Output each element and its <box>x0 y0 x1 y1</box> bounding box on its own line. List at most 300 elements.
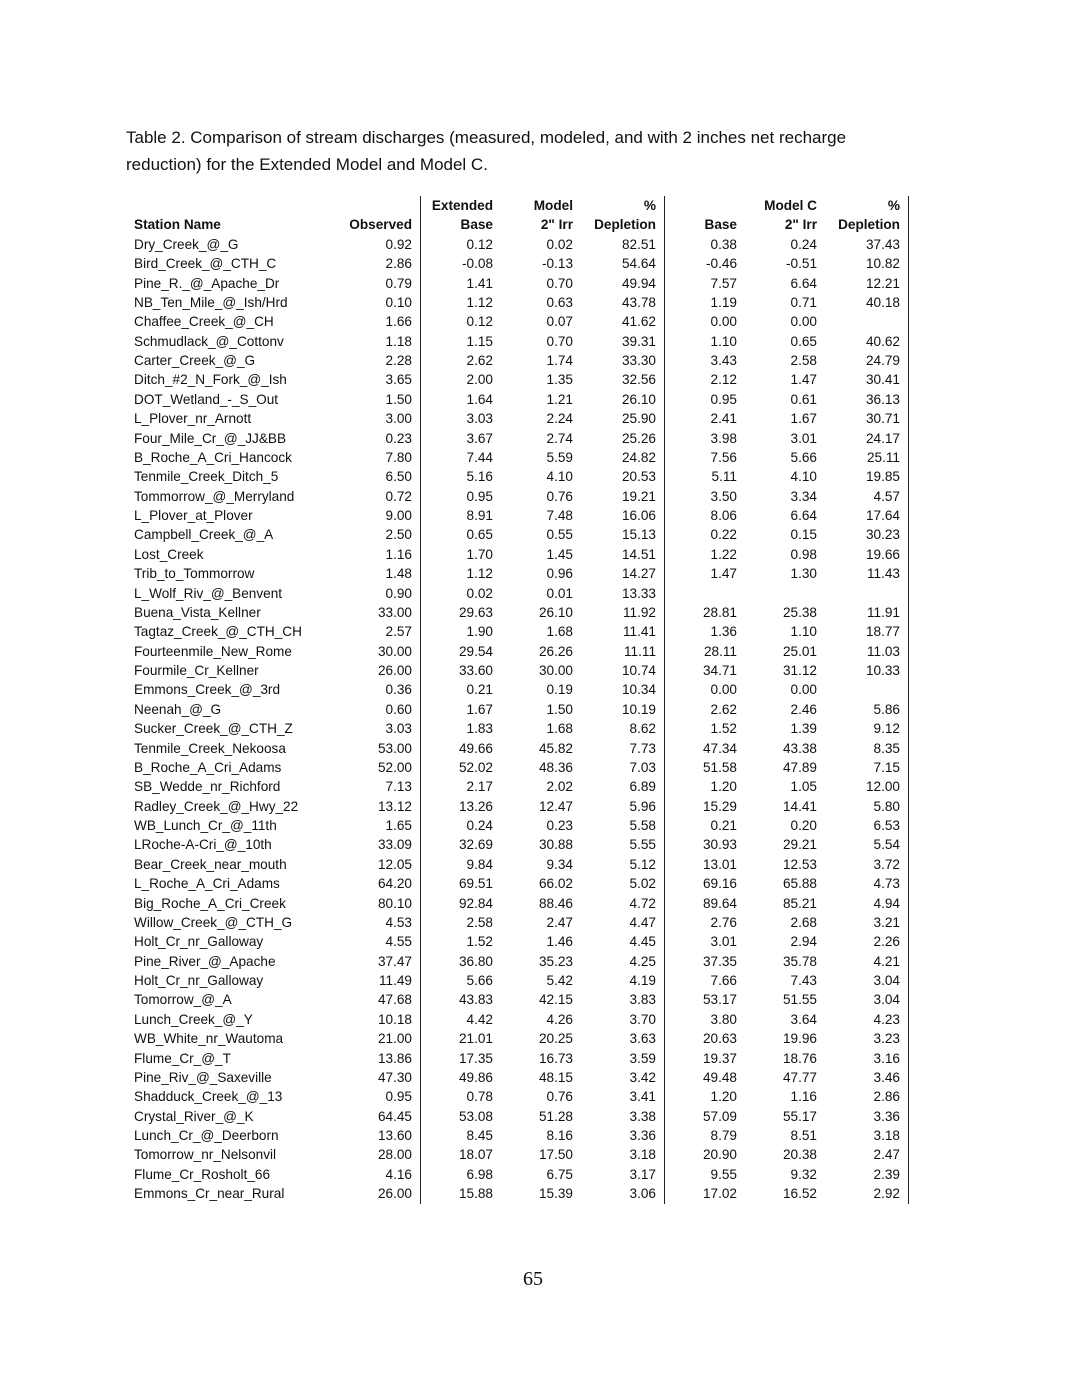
cell-observed: 4.16 <box>385 1166 412 1182</box>
cell-ext-depletion: 43.78 <box>621 294 656 310</box>
cell-ext-depletion: 10.34 <box>621 682 656 698</box>
cell-ext-depletion: 3.41 <box>629 1089 656 1105</box>
header-ext-irr: 2" Irr <box>540 217 573 233</box>
table-row <box>126 894 909 913</box>
cell-c-depletion: 11.91 <box>825 603 909 622</box>
cell-ext-irr: 2.47 <box>546 914 573 930</box>
cell-station-name: L_Plover_at_Plover <box>134 508 253 523</box>
cell-station-name: Tagtaz_Creek_@_CTH_CH <box>134 624 302 640</box>
cell-c-base: 2.12 <box>665 370 746 389</box>
cell-c-depletion: 2.92 <box>825 1184 909 1203</box>
table-row <box>126 409 909 428</box>
cell-c-base: 3.80 <box>665 1010 746 1029</box>
cell-ext-base: 0.12 <box>421 235 502 254</box>
cell-ext-irr: 30.00 <box>538 663 573 678</box>
cell-ext-irr: 1.68 <box>546 721 573 737</box>
cell-c-base: 1.20 <box>665 1087 746 1106</box>
cell-ext-depletion: 11.11 <box>624 643 656 659</box>
cell-ext-depletion: 39.31 <box>621 333 656 349</box>
cell-station-name: Emmons_Cr_near_Rural <box>134 1186 285 1202</box>
cell-c-depletion: 11.03 <box>825 642 909 661</box>
table-row <box>126 274 909 293</box>
cell-ext-depletion: 14.51 <box>621 546 656 562</box>
cell-observed: 26.00 <box>377 663 412 678</box>
cell-ext-depletion: 19.21 <box>621 488 656 504</box>
cell-c-irr: 65.88 <box>782 876 817 892</box>
table-row <box>126 1049 909 1068</box>
cell-ext-base: 5.66 <box>421 971 502 990</box>
cell-ext-base: 1.12 <box>421 564 502 583</box>
cell-c-irr: 0.15 <box>790 527 817 543</box>
table-row <box>126 332 909 351</box>
table-row <box>126 390 909 409</box>
cell-c-depletion: 24.17 <box>825 429 909 448</box>
cell-c-irr: 12.53 <box>782 856 817 872</box>
table-row <box>126 1107 909 1126</box>
cell-c-irr: 0.00 <box>790 314 817 330</box>
table-row <box>126 293 909 312</box>
cell-ext-base: 2.00 <box>421 370 502 389</box>
cell-c-irr: 1.67 <box>790 411 817 427</box>
cell-c-depletion: 3.23 <box>825 1029 909 1048</box>
table-row <box>126 235 909 254</box>
cell-ext-irr: 1.50 <box>546 701 573 717</box>
cell-ext-irr: 9.34 <box>546 856 573 872</box>
cell-ext-base: 1.83 <box>421 719 502 738</box>
cell-observed: 0.10 <box>385 294 412 310</box>
cell-observed: 1.18 <box>385 333 412 349</box>
cell-ext-base: 52.02 <box>421 758 502 777</box>
cell-c-base: 89.64 <box>665 894 746 913</box>
cell-c-depletion: 4.57 <box>825 487 909 506</box>
cell-ext-irr: 17.50 <box>538 1147 573 1163</box>
cell-ext-base: 2.62 <box>421 351 502 370</box>
cell-ext-depletion: 20.53 <box>621 469 656 485</box>
table-row <box>126 1010 909 1029</box>
cell-c-irr: 47.77 <box>782 1069 817 1085</box>
cell-observed: 21.00 <box>377 1031 412 1047</box>
cell-station-name: SB_Wedde_nr_Richford <box>134 779 281 795</box>
cell-c-depletion: 11.43 <box>825 564 909 583</box>
cell-observed: 0.23 <box>385 430 412 446</box>
cell-c-base: 3.01 <box>665 932 746 951</box>
cell-ext-base: 18.07 <box>421 1145 502 1164</box>
cell-c-base: 7.56 <box>665 448 746 467</box>
cell-observed: 4.53 <box>385 914 412 930</box>
cell-observed: 0.72 <box>385 488 412 504</box>
cell-ext-depletion: 32.56 <box>621 372 656 388</box>
cell-c-depletion: 4.23 <box>825 1010 909 1029</box>
cell-station-name: Holt_Cr_nr_Galloway <box>134 934 264 950</box>
cell-c-base: 1.47 <box>665 564 746 583</box>
cell-ext-depletion: 10.74 <box>621 663 656 678</box>
cell-station-name: Lunch_Creek_@_Y <box>134 1011 253 1027</box>
cell-station-name: Buena_Vista_Kellner <box>134 604 261 620</box>
cell-ext-depletion: 26.10 <box>621 391 656 407</box>
cell-ext-base: 8.45 <box>421 1126 502 1145</box>
cell-ext-irr: 15.39 <box>538 1186 573 1202</box>
table-row <box>126 913 909 932</box>
cell-observed: 11.49 <box>378 973 412 988</box>
cell-ext-base: 0.95 <box>421 487 502 506</box>
cell-ext-base: -0.08 <box>421 254 502 273</box>
cell-ext-irr: 26.10 <box>538 604 573 620</box>
cell-ext-depletion: 4.72 <box>629 895 656 911</box>
cell-c-depletion: 3.16 <box>825 1049 909 1068</box>
cell-c-depletion: 2.39 <box>825 1165 909 1184</box>
cell-station-name: Campbell_Creek_@_A <box>134 527 274 543</box>
cell-observed: 7.80 <box>385 449 412 465</box>
cell-ext-depletion: 49.94 <box>621 275 656 291</box>
table-header <box>126 196 909 235</box>
cell-observed: 12.05 <box>377 856 412 872</box>
cell-ext-irr: 0.76 <box>546 1089 573 1105</box>
cell-c-irr: 51.55 <box>782 992 817 1008</box>
cell-c-depletion: 3.18 <box>825 1126 909 1145</box>
cell-c-irr: 2.58 <box>790 353 817 368</box>
cell-c-base: 34.71 <box>665 661 746 680</box>
table-row <box>126 545 909 564</box>
cell-c-irr: 85.21 <box>782 895 817 911</box>
cell-station-name: Willow_Creek_@_CTH_G <box>134 914 293 930</box>
cell-c-base: 2.62 <box>665 700 746 719</box>
cell-c-base: 0.95 <box>665 390 746 409</box>
cell-c-depletion: 10.33 <box>825 661 909 680</box>
cell-ext-irr: -0.13 <box>542 256 573 272</box>
cell-ext-base: 1.70 <box>421 545 502 564</box>
cell-ext-irr: 2.74 <box>546 430 573 446</box>
cell-observed: 0.36 <box>385 682 412 698</box>
cell-c-depletion: 40.18 <box>825 293 909 312</box>
cell-c-base: 5.11 <box>665 467 746 486</box>
cell-c-base: 0.21 <box>665 816 746 835</box>
cell-c-depletion: 3.36 <box>825 1107 909 1126</box>
table-row <box>126 429 909 448</box>
cell-c-base: 1.20 <box>665 777 746 796</box>
cell-ext-base: 8.91 <box>421 506 502 525</box>
cell-ext-depletion: 5.02 <box>629 876 656 892</box>
cell-ext-depletion: 6.89 <box>629 779 656 795</box>
cell-station-name: Lunch_Cr_@_Deerborn <box>134 1128 279 1143</box>
table-row <box>126 855 909 874</box>
cell-ext-depletion: 10.19 <box>621 701 656 717</box>
header-c-irr: 2" Irr <box>784 217 817 233</box>
cell-station-name: Four_Mile_Cr_@_JJ&BB <box>134 430 287 446</box>
cell-c-irr: 4.10 <box>790 469 817 485</box>
cell-ext-base: 7.44 <box>421 448 502 467</box>
cell-ext-irr: 5.59 <box>546 449 573 465</box>
cell-c-depletion: 7.15 <box>825 758 909 777</box>
cell-c-irr: 43.38 <box>782 740 817 756</box>
cell-c-irr: 19.96 <box>782 1031 817 1047</box>
cell-station-name: Neenah_@_G <box>134 701 222 717</box>
cell-c-irr: 1.10 <box>790 624 817 640</box>
cell-station-name: Tommorrow_@_Merryland <box>134 488 295 504</box>
cell-ext-depletion: 3.59 <box>629 1050 656 1066</box>
table-row <box>126 525 909 544</box>
cell-c-base: 1.52 <box>665 719 746 738</box>
cell-c-irr: 5.66 <box>790 449 817 465</box>
cell-c-base: 1.10 <box>665 332 746 351</box>
cell-ext-irr: 2.02 <box>546 779 573 795</box>
table-row <box>126 739 909 758</box>
table-row <box>126 971 909 990</box>
cell-c-irr: 2.68 <box>790 914 817 930</box>
table-row <box>126 700 909 719</box>
cell-ext-base: 2.17 <box>421 777 502 796</box>
cell-c-irr: 1.47 <box>790 372 817 388</box>
cell-ext-irr: 35.23 <box>538 953 573 969</box>
header-top-model-c: Model C <box>764 198 817 213</box>
table-row <box>126 506 909 525</box>
header-station-name: Station Name <box>134 217 221 233</box>
cell-ext-irr: 2.24 <box>546 411 573 427</box>
cell-c-base: 69.16 <box>665 874 746 893</box>
cell-ext-irr: 0.96 <box>546 566 573 582</box>
cell-observed: 64.20 <box>377 876 412 892</box>
cell-ext-depletion: 3.06 <box>629 1186 656 1202</box>
cell-observed: 33.09 <box>377 837 412 853</box>
cell-ext-irr: 6.75 <box>546 1166 573 1182</box>
cell-observed: 1.65 <box>385 818 412 833</box>
cell-observed: 3.03 <box>385 721 412 737</box>
cell-ext-depletion: 24.82 <box>621 449 656 465</box>
table-row <box>126 370 909 389</box>
cell-ext-irr: 20.25 <box>538 1031 573 1047</box>
cell-ext-irr: 7.48 <box>546 508 573 523</box>
cell-station-name: Tenmile_Creek_Nekoosa <box>134 740 286 756</box>
cell-c-depletion: 36.13 <box>825 390 909 409</box>
cell-ext-irr: 42.15 <box>538 992 573 1008</box>
table-row <box>126 564 909 583</box>
cell-ext-depletion: 5.12 <box>629 856 656 872</box>
cell-c-irr: 25.01 <box>782 643 817 659</box>
cell-c-depletion <box>825 680 909 699</box>
table-row <box>126 777 909 796</box>
cell-station-name: Tenmile_Creek_Ditch_5 <box>134 469 279 485</box>
cell-c-depletion: 2.86 <box>825 1087 909 1106</box>
cell-ext-depletion: 8.62 <box>629 721 656 737</box>
cell-ext-irr: 0.23 <box>546 818 573 833</box>
cell-observed: 2.28 <box>385 353 412 368</box>
cell-station-name: Carter_Creek_@_G <box>134 353 256 368</box>
table-row <box>126 312 909 331</box>
cell-ext-depletion: 4.45 <box>629 934 656 950</box>
cell-c-depletion: 18.77 <box>825 622 909 641</box>
cell-observed: 33.00 <box>377 604 412 620</box>
cell-ext-irr: 0.19 <box>546 682 573 698</box>
cell-c-base: 49.48 <box>665 1068 746 1087</box>
header-top-extended: Extended <box>421 196 502 215</box>
table-row <box>126 1029 909 1048</box>
cell-observed: 7.13 <box>385 779 412 795</box>
cell-station-name: Emmons_Creek_@_3rd <box>134 682 281 698</box>
cell-c-irr: 3.01 <box>790 430 817 446</box>
cell-station-name: Bird_Creek_@_CTH_C <box>134 256 277 272</box>
cell-c-base: 20.90 <box>665 1145 746 1164</box>
cell-c-depletion <box>825 312 909 331</box>
cell-c-base: 28.11 <box>665 642 746 661</box>
cell-c-irr: 7.43 <box>790 973 817 988</box>
cell-c-irr: 55.17 <box>782 1108 817 1124</box>
cell-ext-irr: 0.02 <box>546 236 573 252</box>
cell-observed: 0.95 <box>385 1089 412 1105</box>
cell-ext-irr: 1.46 <box>546 934 573 950</box>
header-top-c-base <box>665 196 746 215</box>
table-row <box>126 874 909 893</box>
cell-station-name: Tomorrow_@_A <box>134 992 232 1008</box>
cell-c-depletion: 17.64 <box>825 506 909 525</box>
cell-observed: 6.50 <box>385 469 412 485</box>
cell-c-depletion: 30.71 <box>825 409 909 428</box>
cell-station-name: WB_White_nr_Wautoma <box>134 1031 284 1047</box>
cell-ext-base: 0.12 <box>421 312 502 331</box>
cell-station-name: Trib_to_Tommorrow <box>134 566 255 582</box>
cell-ext-irr: 1.45 <box>546 546 573 562</box>
table-row <box>126 816 909 835</box>
cell-ext-base: 2.58 <box>421 913 502 932</box>
cell-c-depletion: 3.46 <box>825 1068 909 1087</box>
cell-ext-irr: 0.63 <box>546 294 573 310</box>
cell-ext-base: 1.52 <box>421 932 502 951</box>
cell-ext-irr: 5.42 <box>546 973 573 988</box>
cell-ext-base: 1.12 <box>421 293 502 312</box>
cell-ext-depletion: 82.51 <box>621 236 656 252</box>
cell-c-irr: 8.51 <box>790 1128 817 1143</box>
cell-observed: 1.16 <box>385 546 412 562</box>
cell-ext-depletion: 5.96 <box>629 798 656 814</box>
cell-c-depletion: 40.62 <box>825 332 909 351</box>
cell-ext-base: 1.15 <box>421 332 502 351</box>
cell-c-irr: 0.00 <box>790 682 817 698</box>
cell-c-depletion: 5.86 <box>825 700 909 719</box>
table-row <box>126 1087 909 1106</box>
header-top-observed <box>342 196 421 215</box>
cell-ext-base: 5.16 <box>421 467 502 486</box>
cell-c-depletion: 5.80 <box>825 797 909 816</box>
header-ext-base: Base <box>421 215 502 234</box>
cell-c-base: 53.17 <box>665 990 746 1009</box>
cell-ext-depletion: 3.18 <box>629 1147 656 1163</box>
cell-ext-base: 29.63 <box>421 603 502 622</box>
cell-c-irr: 0.61 <box>790 391 817 407</box>
cell-c-irr: 0.98 <box>790 546 817 562</box>
cell-station-name: Pine_Riv_@_Saxeville <box>134 1069 272 1085</box>
cell-ext-base: 49.86 <box>421 1068 502 1087</box>
cell-c-base: 9.55 <box>665 1165 746 1184</box>
table-row <box>126 1126 909 1145</box>
cell-observed: 0.92 <box>385 236 412 252</box>
table-row <box>126 1184 909 1203</box>
cell-observed: 1.66 <box>385 314 412 330</box>
cell-observed: 0.90 <box>385 585 412 601</box>
cell-c-base: 8.79 <box>665 1126 746 1145</box>
cell-ext-base: 0.65 <box>421 525 502 544</box>
cell-c-irr: 0.20 <box>790 818 817 833</box>
cell-c-irr: 31.12 <box>782 663 817 678</box>
cell-observed: 47.30 <box>377 1069 412 1085</box>
cell-ext-base: 92.84 <box>421 894 502 913</box>
cell-station-name: Crystal_River_@_K <box>134 1108 254 1124</box>
cell-ext-base: 53.08 <box>421 1107 502 1126</box>
cell-c-irr <box>745 584 825 603</box>
cell-c-irr: 1.16 <box>790 1089 817 1105</box>
table-row <box>126 932 909 951</box>
cell-station-name: Dry_Creek_@_G <box>134 236 239 252</box>
cell-ext-base: 21.01 <box>421 1029 502 1048</box>
cell-c-irr: 9.32 <box>790 1166 817 1182</box>
cell-ext-depletion: 13.33 <box>621 585 656 601</box>
cell-ext-base: 29.54 <box>421 642 502 661</box>
cell-observed: 3.00 <box>385 411 412 427</box>
cell-station-name: L_Plover_nr_Arnott <box>134 411 252 427</box>
cell-ext-irr: 0.55 <box>546 527 573 543</box>
cell-station-name: Flume_Cr_@_T <box>134 1050 231 1066</box>
page-number: 65 <box>523 1268 543 1290</box>
cell-station-name: NB_Ten_Mile_@_Ish/Hrd <box>134 294 288 310</box>
header-top-model: Model <box>533 198 573 213</box>
table-row <box>126 1068 909 1087</box>
cell-ext-irr: 1.21 <box>546 391 573 407</box>
cell-station-name: DOT_Wetland_-_S_Out <box>134 391 279 407</box>
cell-observed: 47.68 <box>377 992 412 1008</box>
cell-ext-depletion: 16.06 <box>621 508 656 523</box>
cell-c-irr: 1.39 <box>790 721 817 737</box>
cell-station-name: Schmudlack_@_Cottonv <box>134 333 284 349</box>
table-row <box>126 952 909 971</box>
cell-c-base: 15.29 <box>665 797 746 816</box>
cell-ext-base: 49.66 <box>421 739 502 758</box>
cell-c-base: 28.81 <box>665 603 746 622</box>
table-row <box>126 680 909 699</box>
table-row <box>126 758 909 777</box>
cell-ext-depletion: 14.27 <box>621 566 656 582</box>
cell-station-name: Big_Roche_A_Cri_Creek <box>134 895 286 911</box>
cell-c-base: 47.34 <box>665 739 746 758</box>
cell-ext-irr: 4.26 <box>546 1011 573 1027</box>
cell-ext-base: 3.03 <box>421 409 502 428</box>
cell-station-name: LRoche-A-Cri_@_10th <box>134 837 272 853</box>
cell-ext-irr: 16.73 <box>538 1050 573 1066</box>
header-top-percent: % <box>643 198 656 213</box>
cell-ext-irr: 8.16 <box>546 1128 573 1143</box>
cell-station-name: B_Roche_A_Cri_Hancock <box>134 449 292 465</box>
cell-ext-depletion: 3.42 <box>629 1069 656 1085</box>
cell-ext-base: 43.83 <box>421 990 502 1009</box>
cell-station-name: L_Roche_A_Cri_Adams <box>134 876 280 892</box>
cell-ext-depletion: 7.73 <box>629 740 656 756</box>
cell-c-base: 2.76 <box>665 913 746 932</box>
cell-ext-depletion: 25.90 <box>621 411 656 427</box>
cell-ext-irr: 0.07 <box>546 314 573 330</box>
cell-c-irr: 1.05 <box>790 779 817 795</box>
cell-observed: 4.55 <box>385 934 412 950</box>
cell-c-base: 20.63 <box>665 1029 746 1048</box>
cell-c-base: 3.98 <box>665 429 746 448</box>
cell-ext-irr: 1.35 <box>546 372 573 388</box>
cell-c-depletion: 2.26 <box>825 932 909 951</box>
cell-c-irr: 3.34 <box>790 488 817 504</box>
cell-ext-depletion: 41.62 <box>621 314 656 330</box>
header-ext-depletion: Depletion <box>594 217 656 233</box>
cell-observed: 9.00 <box>385 508 412 523</box>
cell-c-irr: 18.76 <box>782 1050 817 1066</box>
cell-station-name: Sucker_Creek_@_CTH_Z <box>134 721 293 737</box>
cell-c-irr: -0.51 <box>786 256 817 272</box>
table-row <box>126 254 909 273</box>
cell-c-depletion: 3.72 <box>825 855 909 874</box>
cell-ext-base: 0.24 <box>421 816 502 835</box>
